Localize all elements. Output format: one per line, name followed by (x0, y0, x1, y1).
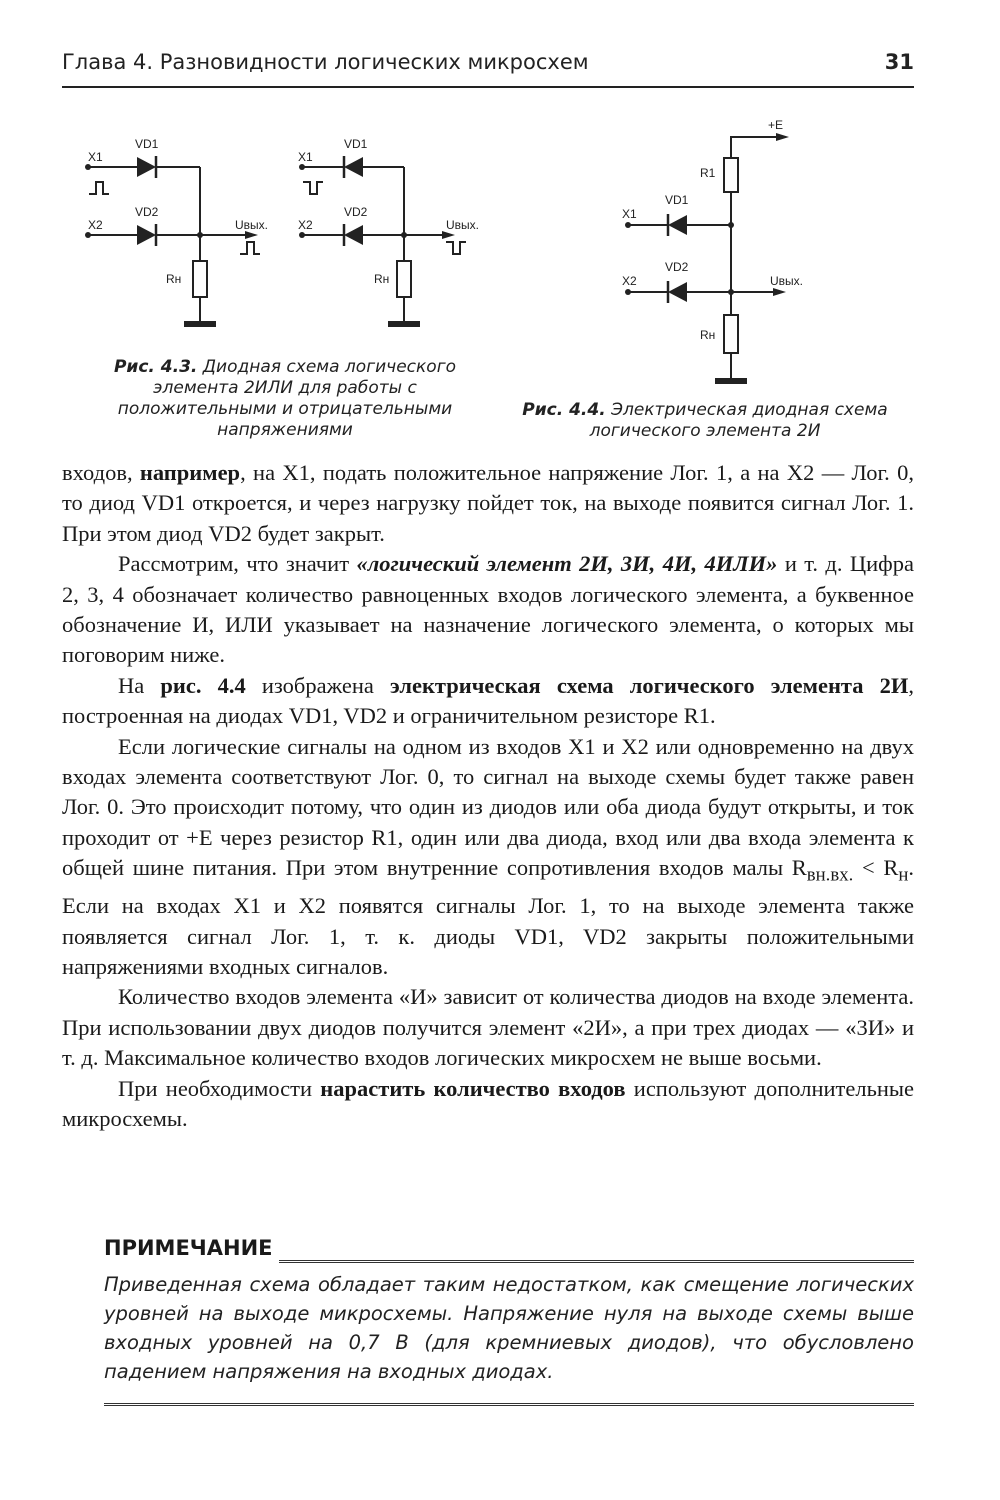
label-rn: Rн (374, 272, 390, 286)
page-number: 31 (884, 50, 914, 74)
caption-label: Рис. 4.3. (113, 357, 198, 377)
label-vd1: VD1 (135, 137, 159, 151)
caption-label: Рис. 4.4. (522, 400, 606, 420)
label-rn: Rн (166, 272, 182, 286)
note-header (104, 1234, 914, 1266)
paragraph: При необходимости нарастить количество входов используют дополнительные микросхемы. (62, 1075, 914, 1132)
note-rule (279, 1260, 914, 1263)
note-title: ПРИМЕЧАНИЕ (104, 1236, 279, 1260)
label-uout: Uвых. (446, 218, 479, 232)
caption-text: Диодная схема логического элемента 2ИЛИ для работы с положительными и отрицательными напряжениями (117, 357, 457, 440)
page-header (62, 46, 914, 88)
figure-4-3-positive-circuit (80, 130, 280, 340)
label-vd2: VD2 (344, 205, 368, 219)
label-e: +E (768, 118, 784, 132)
caption-text: Электрическая диодная схема логического элемента 2И (589, 400, 888, 441)
paragraph: На рис. 4.4 изображена электрическая схема логического элемента 2И, построенная на диодах VD1, VD2 и ограничительном резисторе R1. (62, 672, 914, 729)
label-x1: X1 (622, 207, 637, 221)
paragraph: входов, например, на X1, подать положительное напряжение Лог. 1, а на X2 — Лог. 0, то диод VD1 откроется, и через нагрузку пойдет ток, на выходе появится сигнал Лог. 1. При этом диод VD2 будет закрыт. (62, 460, 914, 546)
label-x2: X2 (88, 218, 103, 232)
paragraph: Если логические сигналы на одном из входов X1 и X2 или одновременно на двух входах элемента соответствуют Лог. 0, то сигнал на выходе схемы будет также равен Лог. 0. Это происходит потому, что один из диодов или оба диода будут открыты, и ток проходит от +E через резистор R1, один или два диода, вход или два входа элемента к общей шине питания. При этом внутренние сопротивления входов малы $R_{вн.вх.} < R_н$. Если на входах X1 и X2 появятся сигналы Лог. 1, то на выходе элемента также появляется сигнал Лог. 1, т. к. диоды VD1, VD2 закрыты положительными напряжениями входных сигналов. (62, 733, 914, 979)
label-x2: X2 (298, 218, 313, 232)
label-vd2: VD2 (135, 205, 159, 219)
note-bottom-rule (104, 1403, 914, 1406)
paragraph: Рассмотрим, что значит «логический элемент 2И, 3И, 4И, 4ИЛИ» и т. д. Цифра 2, 3, 4 обозначает количество равноценных входов логического элемента, а буквенное обозначение И, ИЛИ указывает на назначение логического элемента, о которых мы поговорим ниже. (62, 551, 914, 668)
label-x1: X1 (88, 150, 103, 164)
label-rn: Rн (700, 328, 716, 342)
label-vd1: VD1 (665, 193, 689, 207)
label-uout: Uвых. (770, 274, 803, 288)
figure-4-4-circuit (620, 115, 820, 395)
label-vd2: VD2 (665, 260, 689, 274)
note-text: Приведенная схема обладает таким недостатком, как смещение логических уровней на выходе микросхемы. Напряжение нуля на выходе схемы выше входных уровней на 0,7 В (для кремниевых диодов), что обусловлено падением напряжения на входных диодах. (104, 1273, 914, 1383)
label-vd1: VD1 (344, 137, 368, 151)
figure-4-3-caption (105, 357, 465, 441)
figure-4-3-negative-circuit (294, 130, 494, 340)
chapter-title: Глава 4. Разновидности логических микросхем (62, 50, 589, 74)
label-uout: Uвых. (235, 218, 268, 232)
figure-4-4-caption (515, 400, 895, 442)
label-x1: X1 (298, 150, 313, 164)
label-r1: R1 (700, 166, 716, 180)
paragraph: Количество входов элемента «И» зависит от количества диодов на входе элемента. При использовании двух диодов получится элемент «2И», а при трех диодах — «3И» и т. д. Максимальное количество входов логических микросхем не выше восьми. (62, 984, 914, 1071)
body-text (62, 458, 914, 1134)
label-x2: X2 (622, 274, 637, 288)
